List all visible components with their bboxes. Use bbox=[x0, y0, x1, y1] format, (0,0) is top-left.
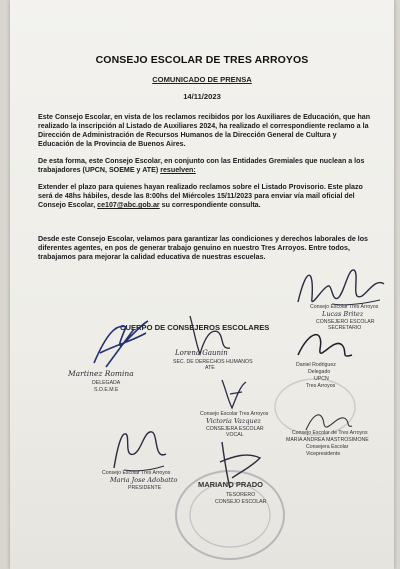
document-subtitle: COMUNICADO DE PRENSA bbox=[152, 75, 252, 84]
britez-line4: SECRETARIO bbox=[328, 325, 362, 331]
vazquez-line4: VOCAL bbox=[226, 432, 244, 438]
mastrosimone-line1: Consejo Escolar de Tres Arroyos bbox=[292, 430, 368, 436]
adobatto-line3: PRESIDENTE bbox=[128, 485, 162, 491]
upcn-line1: Daniel Rodriguez bbox=[296, 362, 336, 368]
gaunin-name: Lorena Gaunin bbox=[175, 349, 228, 357]
resuelven-text: resuelven: bbox=[160, 166, 196, 175]
martinez-name: Martinez Romina bbox=[68, 369, 134, 378]
martinez-signature-image bbox=[86, 315, 156, 375]
prado-name: MARIANO PRADO bbox=[198, 480, 263, 489]
paragraph-3-text: Extender el plazo para quienes hayan realizado reclamos sobre el Listado Provisorio. Este plazo será de 48hs hábiles, desde las 8:00hs del Miércoles 15/11/2023 para enviar vía mail oficial del Consejo Escolar, bbox=[38, 183, 363, 210]
britez-line1: Consejo Escolar Tres Arroyos bbox=[310, 304, 379, 310]
britez-name: Lucas Britez bbox=[322, 310, 364, 318]
official-seal-stamp bbox=[170, 455, 290, 565]
vazquez-name: Victoria Vazquez bbox=[206, 417, 261, 425]
gaunin-line2: SEC. DE DERECHOS HUMANOS bbox=[173, 359, 253, 365]
document-page bbox=[10, 0, 394, 569]
council-stamp bbox=[270, 372, 360, 442]
adobatto-name: Maria Jose Adobatto bbox=[110, 476, 178, 484]
vazquez-line1: Consejo Escolar Tres Arroyos bbox=[200, 411, 269, 417]
martinez-line3: S.O.E.M.E bbox=[94, 387, 119, 393]
mastrosimone-line3: Consejera Escolar bbox=[306, 444, 349, 450]
upcn-line4: Tres Arroyos bbox=[306, 383, 336, 389]
paragraph-1: Este Consejo Escolar, en vista de los reclamos recibidos por los Auxiliares de Educación, que han realizado la inscripción al Listado de Auxiliares 2024, ha realizado el correspondiente reclamo a la Dirección de Administración de Recursos Humanos de la Dirección General de Cultura y Educación de la Provincia de Buenos Aires. bbox=[38, 113, 371, 149]
signatures-heading: CUERPO DE CONSEJEROS ESCOLARES bbox=[120, 323, 270, 332]
britez-line3: CONSEJERO ESCOLAR bbox=[316, 319, 375, 325]
paragraph-2-text: De esta forma, este Consejo Escolar, en conjunto con las Entidades Gremiales que nuclean a los trabajadores (UPCN, SOEME y ATE) bbox=[38, 157, 365, 175]
paragraph-2 bbox=[38, 157, 373, 175]
gaunin-line3: ATE bbox=[205, 365, 215, 371]
mastrosimone-line2: MARIA ANDREA MASTROSIMONE bbox=[286, 437, 369, 443]
paragraph-4: Desde este Consejo Escolar, velamos para garantizar las condiciones y derechos laborales de los diferentes agentes, en pos de generar trabajo genuino en nuestro Tres Arroyos. Entre todos, trabajamos para mejorar la calidad educativa de nuestras escuelas. bbox=[38, 235, 368, 262]
upcn-line2: Delegado bbox=[308, 369, 331, 375]
vazquez-line3: CONSEJERA ESCOLAR bbox=[206, 426, 264, 432]
email-link[interactable]: ce107@abc.gob.ar bbox=[97, 201, 160, 210]
prado-line2: TESORERO bbox=[226, 492, 256, 498]
paragraph-3 bbox=[38, 183, 373, 210]
martinez-line2: DELEGADA bbox=[92, 380, 121, 386]
document-title: CONSEJO ESCOLAR DE TRES ARROYOS bbox=[95, 54, 309, 66]
mastrosimone-line4: Vicepresidente bbox=[306, 451, 341, 457]
adobatto-signature-image bbox=[104, 424, 174, 474]
document-date: 14/11/2023 bbox=[183, 92, 221, 101]
prado-line3: CONSEJO ESCOLAR bbox=[215, 499, 267, 505]
adobatto-line1: Consejo Escolar Tres Arroyos bbox=[102, 470, 171, 476]
vazquez-signature-image bbox=[216, 376, 256, 412]
upcn-line3: UPCN bbox=[314, 376, 329, 382]
paragraph-3-end: su correspondiente consulta. bbox=[161, 201, 261, 210]
